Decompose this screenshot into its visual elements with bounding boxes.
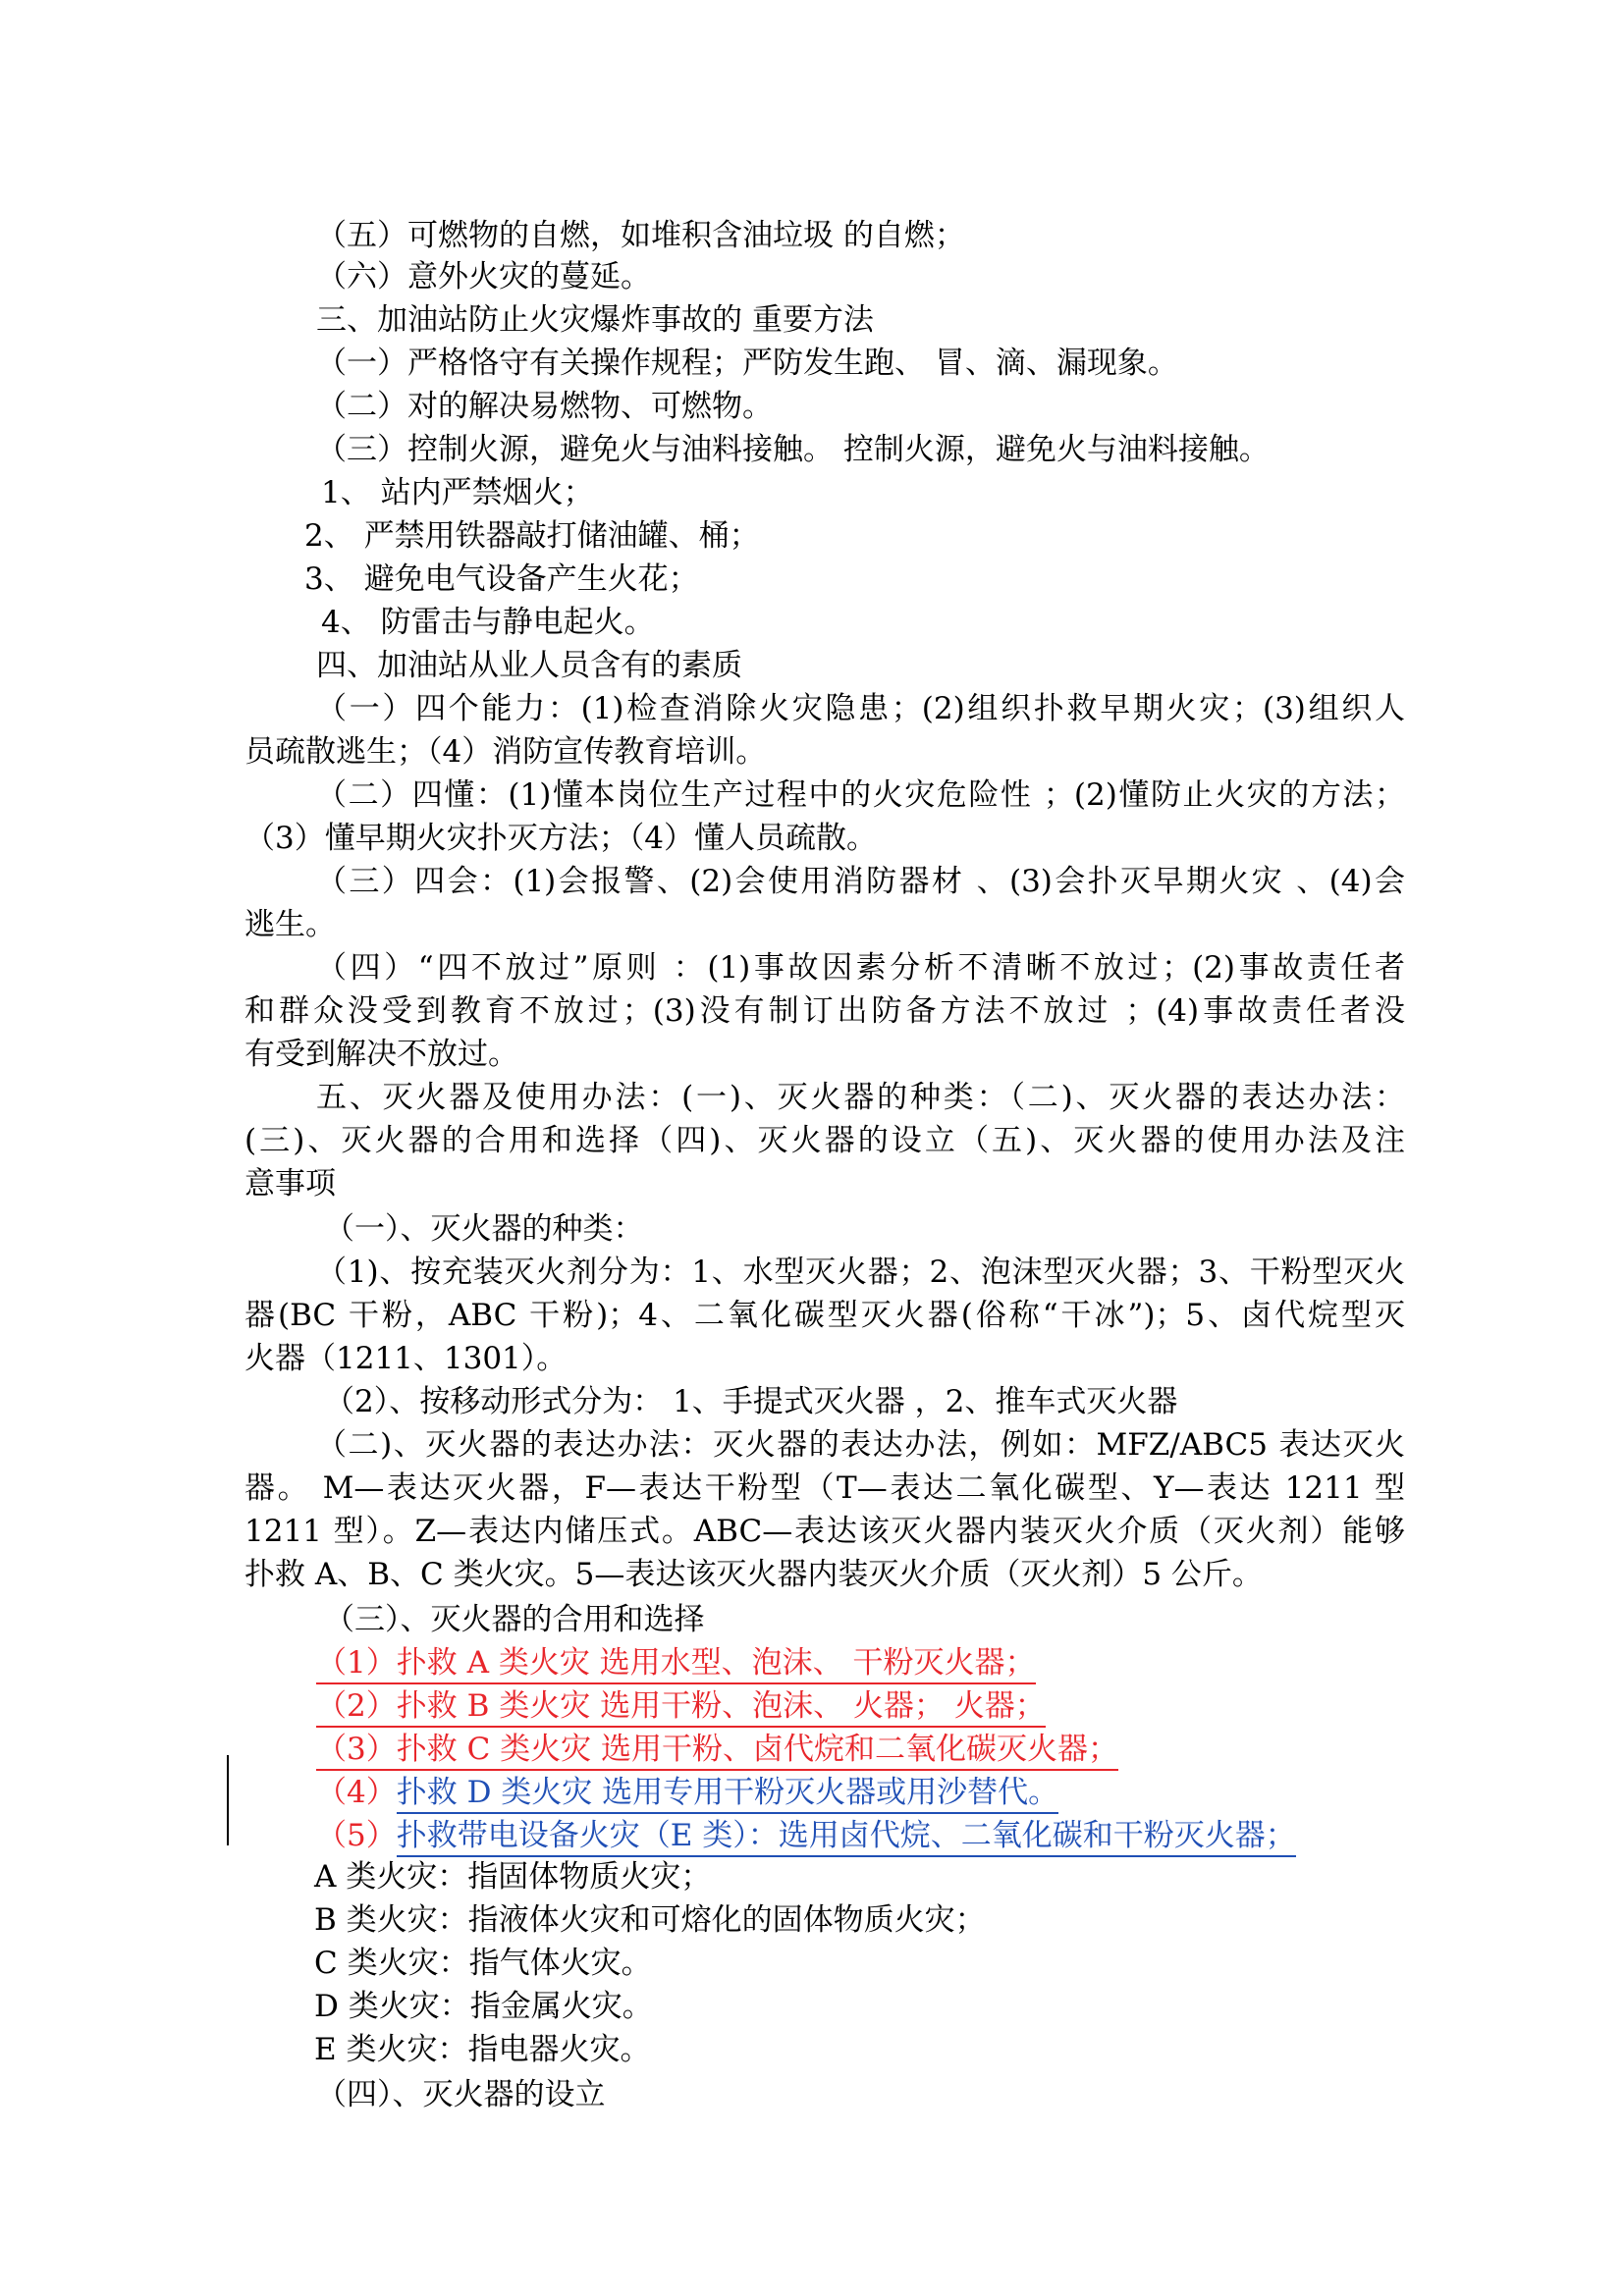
list-number: （5）	[316, 1818, 397, 1853]
text-line: （2）、按移动形式分为： 1、手提式灭火器 ，2、推车式灭火器	[324, 1384, 1178, 1419]
list-item: 2、 严禁用铁器敲打储油罐、桶；	[304, 518, 760, 554]
section-heading: 三、加油站防止火灾爆炸事故的 重要方法	[316, 302, 874, 338]
text-line: （二）对的解决易燃物、可燃物。	[316, 389, 773, 424]
list-item: 4、 防雷击与静电起火。	[321, 605, 655, 640]
list-item: 3、 避免电气设备产生火花；	[304, 561, 699, 597]
text-line: 员疏散逃生；（4）消防宣传教育培训。	[244, 734, 767, 770]
text-line: 火器（1211、1301）。	[244, 1341, 568, 1376]
text-line: （3）懂早期火灾扑灭方法；（4）懂人员疏散。	[244, 821, 877, 856]
inserted-text: 扑救带电设备火灾（E 类）：选用卤代烷、二氧化碳和干粉灭火器；	[397, 1818, 1296, 1857]
subsection-heading: （四）、灭火器的设立	[316, 2077, 606, 2112]
definition-line: D 类火灾：指金属火灾。	[314, 1989, 653, 2024]
definition-line: E 类火灾：指电器火灾。	[314, 2032, 651, 2067]
tracked-change-text: （1）扑救 A 类火灾 选用水型、泡沫、 干粉灭火器；	[316, 1645, 1036, 1684]
text-line: （四）“四不放过”原则 ：(1)事故因素分析不清晰不放过；(2)事故责任者	[316, 950, 1405, 986]
tracked-change-line	[316, 1773, 1058, 1812]
text-line: （三）控制火源，避免火与油料接触。 控制火源，避免火与油料接触。	[316, 432, 1270, 467]
text-line: 器。 M—表达灭火器，F—表达干粉型（T—表达二氧化碳型、Y—表达 1211 型	[244, 1470, 1405, 1506]
text-line: 意事项	[244, 1166, 336, 1201]
text-line: 和群众没受到教育不放过；(3)没有制订出防备方法不放过 ；(4)事故责任者没	[244, 993, 1405, 1029]
tracked-change-line	[316, 1816, 1296, 1855]
text-line: (三)、灭火器的合用和选择（四)、灭火器的设立（五)、灭火器的使用办法及注	[244, 1123, 1405, 1158]
text-line: （六）意外火灾的蔓延。	[316, 259, 651, 294]
section-heading: 四、加油站从业人员含有的素质	[316, 648, 742, 683]
definition-line: A 类火灾：指固体物质火灾；	[314, 1859, 712, 1895]
subsection-heading: （一）、灭火器的种类：	[324, 1211, 644, 1247]
inserted-text: 扑救 D 类火灾 选用专用干粉灭火器或用沙替代。	[397, 1775, 1058, 1814]
section-heading: 五、灭火器及使用办法：(一)、灭火器的种类：（二)、灭火器的表达办法：	[316, 1080, 1405, 1115]
tracked-change-line	[316, 1730, 1118, 1769]
definition-line: B 类火灾：指液体火灾和可熔化的固体物质火灾；	[314, 1902, 986, 1938]
text-line: 器(BC 干粉，ABC 干粉)；4、二氧化碳型灭火器(俗称“干冰”)；5、卤代烷型灭	[244, 1298, 1405, 1333]
text-line: （一）严格恪守有关操作规程；严防发生跑、 冒、滴、漏现象。	[316, 346, 1178, 381]
list-number: （4）	[316, 1775, 397, 1810]
change-bar	[227, 1755, 229, 1845]
tracked-change-text: （3）扑救 C 类火灾 选用干粉、卤代烷和二氧化碳灭火器；	[316, 1732, 1118, 1771]
tracked-change-text: （2）扑救 B 类火灾 选用干粉、泡沫、 火器； 火器；	[316, 1688, 1046, 1728]
text-line: （三）四会：(1)会报警、(2)会使用消防器材 、(3)会扑灭早期火灾 、(4)会	[316, 864, 1405, 899]
text-line: （二)、灭火器的表达办法：灭火器的表达办法，例如：MFZ/ABC5 表达灭火	[316, 1427, 1405, 1463]
text-line: 扑救 A、B、C 类火灾。5—表达该灭火器内装灭火介质（灭火剂）5 公斤。	[244, 1557, 1263, 1592]
text-line: 有受到解决不放过。	[244, 1037, 518, 1072]
subsection-heading: （三）、灭火器的合用和选择	[324, 1602, 705, 1637]
list-item: 1、 站内严禁烟火；	[321, 475, 594, 510]
text-line: 1211 型）。Z—表达内储压式。ABC—表达该灭火器内装灭火介质（灭火剂）能够	[244, 1514, 1405, 1549]
tracked-change-line	[316, 1643, 1036, 1682]
text-line: （二）四懂：(1)懂本岗位生产过程中的火灾危险性 ；(2)懂防止火灾的方法；	[316, 777, 1405, 813]
definition-line: C 类火灾：指气体火灾。	[314, 1946, 652, 1981]
text-line: （五）可燃物的自燃，如堆积含油垃圾 的自燃；	[316, 218, 965, 253]
tracked-change-line	[316, 1686, 1046, 1726]
text-line: （一）四个能力：(1)检查消除火灾隐患；(2)组织扑救早期火灾；(3)组织人	[316, 691, 1405, 726]
text-line: （1)、按充装灭火剂分为：1、水型灭火器；2、泡沫型灭火器；3、干粉型灭火	[316, 1255, 1405, 1290]
text-line: 逃生。	[244, 907, 336, 942]
